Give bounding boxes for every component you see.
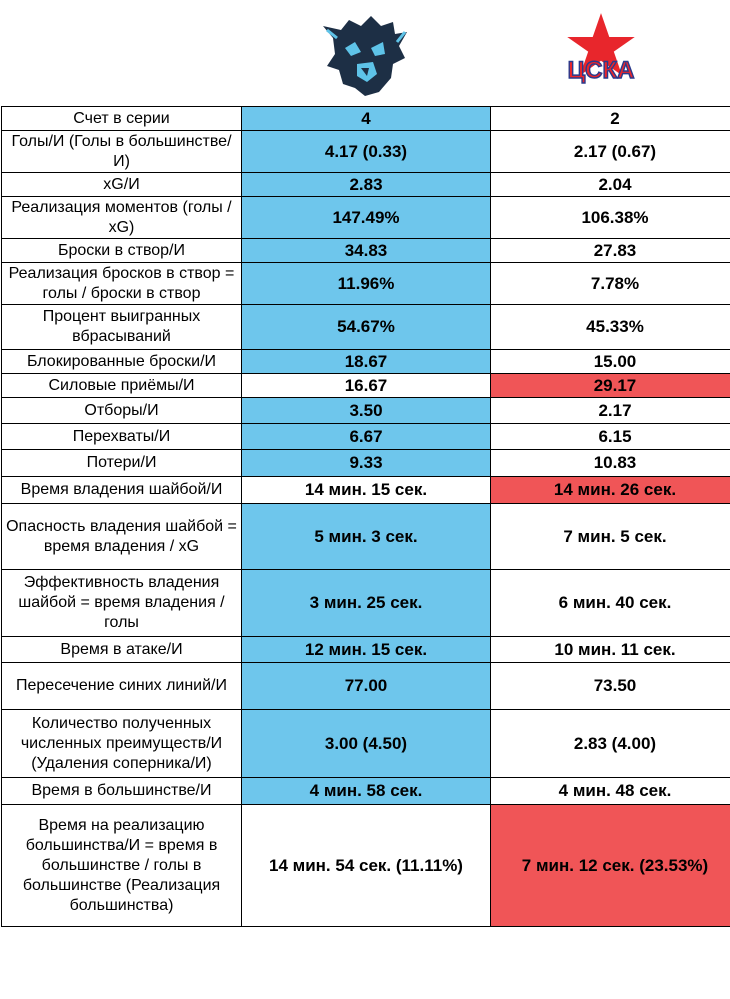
left-team-value: 34.83 (242, 239, 491, 263)
left-team-value: 4 мин. 58 сек. (242, 778, 491, 805)
left-team-value: 3.00 (4.50) (242, 710, 491, 778)
left-team-value: 9.33 (242, 450, 491, 477)
table-row (2, 305, 730, 350)
left-team-value: 147.49% (242, 197, 491, 239)
metric-label: Процент выигранных вбрасываний (2, 305, 242, 350)
metric-label: Блокированные броски/И (2, 350, 242, 374)
left-team-value: 16.67 (242, 374, 491, 398)
metric-label: Голы/И (Голы в большинстве/И) (2, 131, 242, 173)
metric-label: Потери/И (2, 450, 242, 477)
right-team-value: 10 мин. 11 сек. (491, 637, 730, 663)
table-row (2, 398, 730, 424)
metric-label: Время владения шайбой/И (2, 477, 242, 504)
team-logos-header (0, 0, 730, 106)
table-row (2, 239, 730, 263)
left-team-value: 6.67 (242, 424, 491, 450)
table-row (2, 173, 730, 197)
metric-label: Время на реализацию большинства/И = время в большинстве / голы в большинстве (Реализация большинства) (2, 805, 242, 927)
left-team-value: 54.67% (242, 305, 491, 350)
right-team-value: 2.83 (4.00) (491, 710, 730, 778)
table-row (2, 350, 730, 374)
metric-label: Время в атаке/И (2, 637, 242, 663)
comparison-table (1, 106, 730, 927)
right-team-value: 29.17 (491, 374, 730, 398)
right-team-value: 14 мин. 26 сек. (491, 477, 730, 504)
table-row (2, 263, 730, 305)
right-team-value: 106.38% (491, 197, 730, 239)
table-row (2, 131, 730, 173)
metric-label: Время в большинстве/И (2, 778, 242, 805)
table-row (2, 710, 730, 778)
table-row (2, 504, 730, 570)
metric-label: Перехваты/И (2, 424, 242, 450)
right-team-value: 73.50 (491, 663, 730, 710)
metric-label: Отборы/И (2, 398, 242, 424)
right-team-value: 2.04 (491, 173, 730, 197)
left-team-value: 18.67 (242, 350, 491, 374)
table-row (2, 374, 730, 398)
right-team-value: 15.00 (491, 350, 730, 374)
table-row (2, 450, 730, 477)
right-team-value: 2.17 (491, 398, 730, 424)
left-team-value: 2.83 (242, 173, 491, 197)
right-team-value: 2 (491, 107, 730, 131)
left-team-value: 14 мин. 15 сек. (242, 477, 491, 504)
right-team-value: 7.78% (491, 263, 730, 305)
left-team-value: 12 мин. 15 сек. (242, 637, 491, 663)
right-team-value: 45.33% (491, 305, 730, 350)
table-row (2, 778, 730, 805)
cska-logo-text: ЦСКА (567, 57, 635, 84)
right-team-value: 6.15 (491, 424, 730, 450)
left-team-value: 14 мин. 54 сек. (11.11%) (242, 805, 491, 927)
left-team-value: 77.00 (242, 663, 491, 710)
metric-label: Реализация бросков в створ = голы / броски в створ (2, 263, 242, 305)
right-team-value: 2.17 (0.67) (491, 131, 730, 173)
metric-label: Броски в створ/И (2, 239, 242, 263)
left-team-value: 11.96% (242, 263, 491, 305)
metric-label: Реализация моментов (голы / xG) (2, 197, 242, 239)
table-row (2, 637, 730, 663)
left-team-value: 3 мин. 25 сек. (242, 570, 491, 637)
metric-label: xG/И (2, 173, 242, 197)
metric-label: Счет в серии (2, 107, 242, 131)
cska-star-logo-icon (556, 8, 646, 100)
right-team-value: 7 мин. 12 сек. (23.53%) (491, 805, 730, 927)
right-team-value: 4 мин. 48 сек. (491, 778, 730, 805)
metric-label: Пересечение синих линий/И (2, 663, 242, 710)
bison-logo-icon (321, 8, 411, 100)
right-team-value: 7 мин. 5 сек. (491, 504, 730, 570)
metric-label: Количество полученных численных преимуществ/И (Удаления соперника/И) (2, 710, 242, 778)
table-row (2, 663, 730, 710)
left-team-value: 4.17 (0.33) (242, 131, 491, 173)
left-team-value: 3.50 (242, 398, 491, 424)
metric-label: Эффективность владения шайбой = время владения / голы (2, 570, 242, 637)
right-team-value: 6 мин. 40 сек. (491, 570, 730, 637)
table-row (2, 477, 730, 504)
table-row (2, 805, 730, 927)
table-row (2, 570, 730, 637)
metric-label: Силовые приёмы/И (2, 374, 242, 398)
table-row (2, 107, 730, 131)
right-team-value: 27.83 (491, 239, 730, 263)
table-row (2, 197, 730, 239)
metric-label: Опасность владения шайбой = время владения / xG (2, 504, 242, 570)
left-team-value: 4 (242, 107, 491, 131)
right-team-value: 10.83 (491, 450, 730, 477)
left-team-value: 5 мин. 3 сек. (242, 504, 491, 570)
table-row (2, 424, 730, 450)
